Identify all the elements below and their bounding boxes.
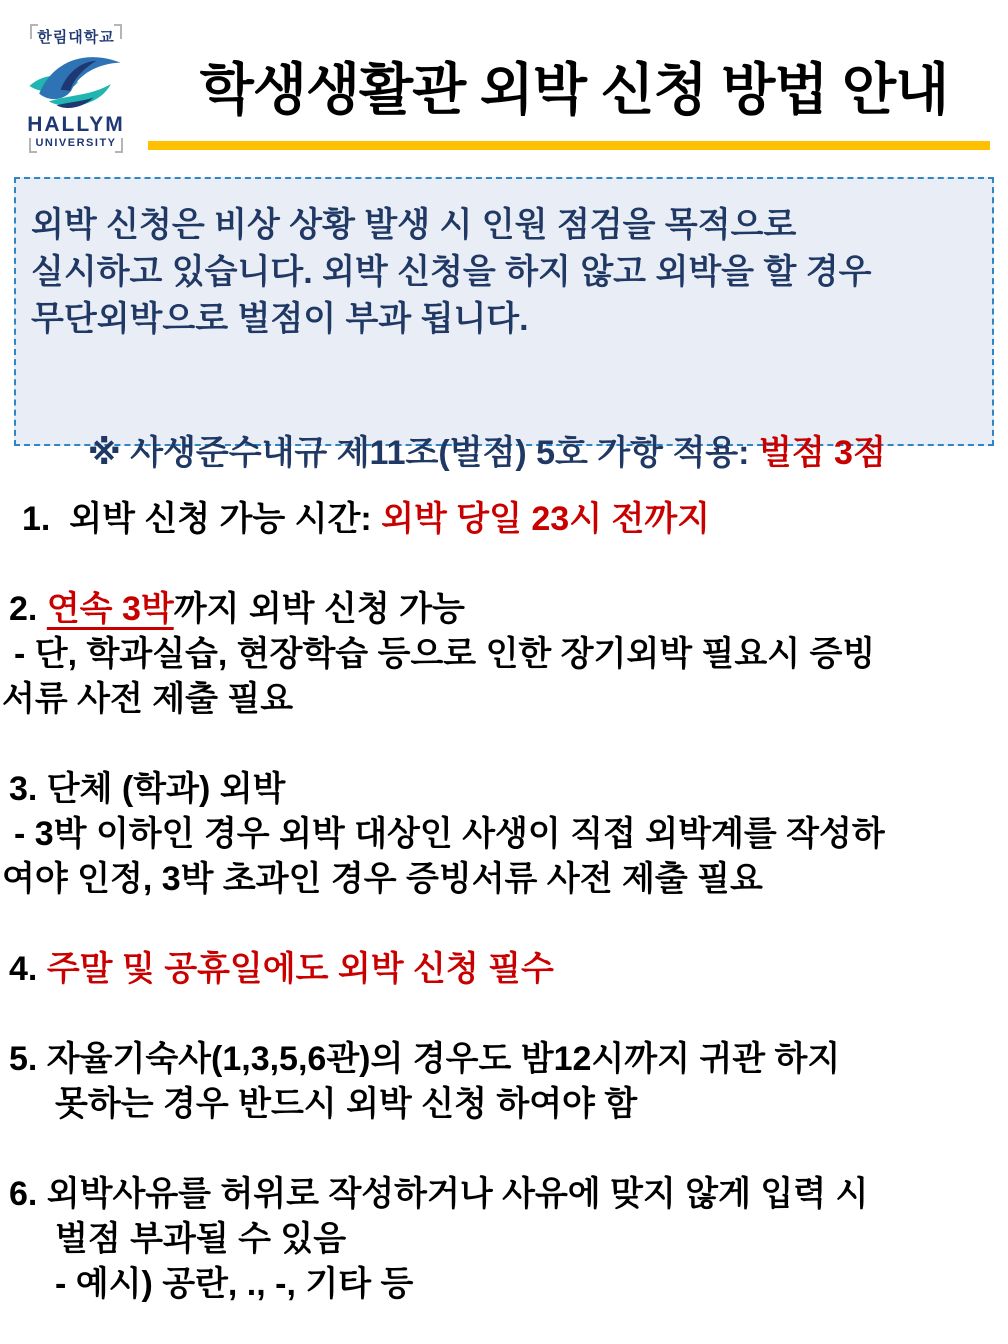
list-item-line	[0, 947, 1002, 992]
text-segment-red: 외박 당일 23시 전까지	[381, 500, 711, 538]
list-item-line	[0, 1082, 1002, 1127]
text-segment-black: 벌점 부과될 수 있음	[55, 1220, 347, 1258]
text-segment-black: - 단, 학과실습, 현장학습 등으로 인한 장기외박 필요시 증빙	[14, 635, 876, 673]
list-item	[0, 1037, 1002, 1127]
items-list	[0, 497, 1002, 1344]
text-segment-black: 5. 자율기숙사(1,3,5,6관)의 경우도 밤12시까지 귀관 하지	[9, 1040, 841, 1078]
list-item-line	[0, 767, 1002, 812]
penalty-points-highlight: 벌점 3점	[758, 434, 886, 472]
text-segment-black: - 예시) 공란, ., -, 기타 등	[55, 1265, 414, 1303]
page-title: 학생생활관 외박 신청 방법 안내	[199, 58, 949, 121]
text-segment-black: 여야 인정, 3박 초과인 경우 증빙서류 사전 제출 필요	[2, 860, 763, 898]
text-segment-black: 까지 외박 신청 가능	[173, 590, 465, 628]
text-segment-black: 2.	[9, 590, 47, 628]
logo-latin-name: HALLYM	[27, 113, 125, 136]
text-segment-red: 주말 및 공휴일에도 외박 신청 필수	[46, 950, 554, 988]
text-segment-red-underline: 연속 3박	[46, 590, 174, 628]
logo-korean-name: 한림대학교	[30, 24, 121, 49]
list-item-line	[0, 1217, 1002, 1262]
list-item-line	[0, 1037, 1002, 1082]
notice-line: 외박 신청은 비상 상황 발생 시 인원 점검을 목적으로	[31, 206, 797, 244]
notice-box	[14, 177, 994, 472]
list-item	[0, 767, 1002, 902]
text-segment-black: 4.	[9, 950, 47, 988]
list-item-line	[0, 857, 1002, 902]
title-underline	[148, 141, 990, 150]
list-item-line	[0, 632, 1002, 677]
text-segment-black: - 3박 이하인 경우 외박 대상인 사생이 직접 외박계를 작성하	[14, 815, 885, 853]
wave-logo-icon	[26, 51, 126, 113]
list-item-line	[0, 812, 1002, 857]
list-item-line	[0, 1262, 1002, 1307]
text-segment-black: 서류 사전 제출 필요	[2, 680, 294, 718]
hallym-university-logo	[14, 24, 138, 157]
list-item-line	[0, 1172, 1002, 1217]
text-segment-black: 6. 외박사유를 허위로 작성하거나 사유에 맞지 않게 입력 시	[9, 1175, 869, 1213]
notice-line: 실시하고 있습니다. 외박 신청을 하지 않고 외박을 할 경우	[31, 253, 872, 291]
text-segment-black: 1. 외박 신청 가능 시간:	[22, 500, 382, 538]
list-item-line	[0, 677, 1002, 722]
list-item-line	[0, 587, 1002, 632]
penalty-rule-text: ※ 사생준수내규 제11조(벌점) 5호 가항 적용:	[87, 434, 759, 472]
list-item	[0, 947, 1002, 992]
logo-latin-subname: UNIVERSITY	[29, 136, 122, 153]
notice-line: 무단외박으로 벌점이 부과 됩니다.	[31, 300, 529, 338]
list-item	[0, 497, 1002, 542]
notice-paragraph	[31, 202, 978, 343]
text-segment-black: 못하는 경우 반드시 외박 신청 하여야 함	[55, 1085, 638, 1123]
text-segment-black: 3. 단체 (학과) 외박	[9, 770, 286, 808]
list-item-line	[0, 497, 1002, 542]
list-item	[0, 587, 1002, 722]
list-item	[0, 1172, 1002, 1307]
